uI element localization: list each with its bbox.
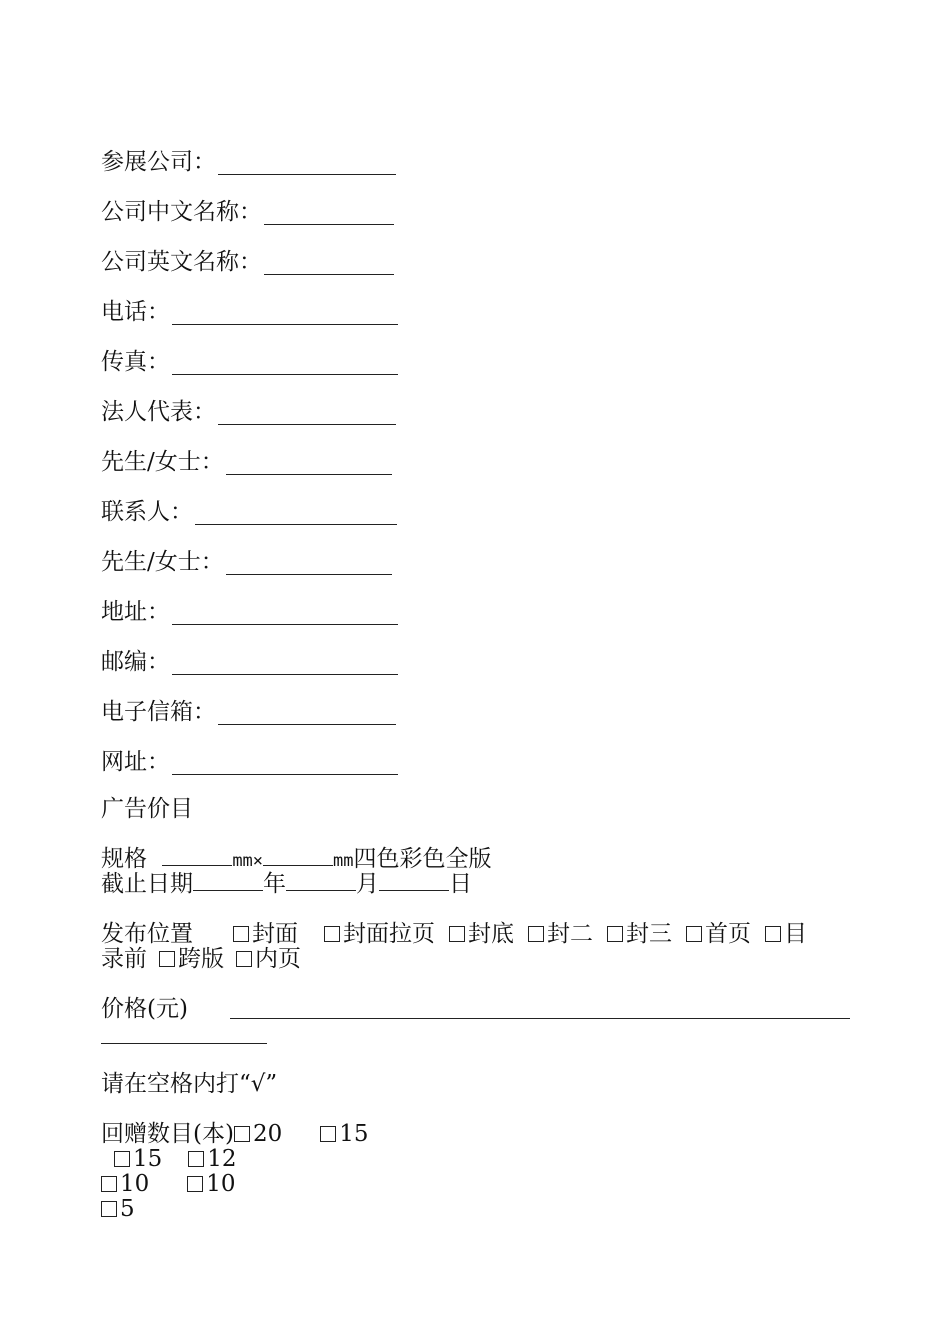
field-address[interactable] bbox=[101, 591, 398, 625]
gift-option[interactable]: 15 bbox=[114, 1146, 162, 1172]
field-label: 联系人： bbox=[101, 499, 193, 525]
price-blank-continued[interactable] bbox=[101, 1043, 267, 1044]
year-label: 年 bbox=[263, 871, 286, 897]
position-line-2 bbox=[101, 946, 301, 972]
gift-line-1 bbox=[101, 1121, 369, 1147]
field-phone[interactable] bbox=[101, 291, 398, 325]
input-line[interactable] bbox=[172, 754, 398, 775]
field-postcode[interactable] bbox=[101, 641, 398, 675]
field-label: 法人代表： bbox=[101, 399, 216, 425]
field-company-name-cn[interactable] bbox=[101, 191, 394, 225]
gift-option[interactable]: 10 bbox=[101, 1171, 149, 1197]
checkbox[interactable] bbox=[320, 1126, 336, 1142]
day-blank[interactable] bbox=[379, 871, 449, 891]
month-label: 月 bbox=[356, 871, 379, 897]
field-company-name-en[interactable] bbox=[101, 241, 394, 275]
field-label: 先生/女士： bbox=[101, 549, 224, 575]
field-label: 公司中文名称： bbox=[101, 199, 262, 225]
input-line[interactable] bbox=[226, 554, 392, 575]
year-blank[interactable] bbox=[193, 871, 263, 891]
field-website[interactable] bbox=[101, 741, 398, 775]
input-line[interactable] bbox=[172, 354, 398, 375]
section-title: 广告价目 bbox=[101, 796, 193, 822]
input-line[interactable] bbox=[264, 204, 394, 225]
checkbox[interactable] bbox=[188, 1151, 204, 1167]
spec-line bbox=[101, 846, 492, 874]
input-line[interactable] bbox=[264, 254, 394, 275]
checkbox[interactable] bbox=[686, 926, 702, 942]
checkbox[interactable] bbox=[234, 1126, 250, 1142]
field-contact-person[interactable] bbox=[101, 491, 397, 525]
option-back-cover[interactable]: 封底 bbox=[449, 921, 514, 947]
input-line[interactable] bbox=[172, 304, 398, 325]
field-label: 参展公司： bbox=[101, 149, 216, 175]
input-line[interactable] bbox=[172, 654, 398, 675]
price-blank[interactable] bbox=[230, 1018, 850, 1019]
day-label: 日 bbox=[449, 871, 472, 897]
price-line bbox=[101, 996, 188, 1022]
option-inner-page[interactable]: 内页 bbox=[236, 946, 301, 972]
checkbox[interactable] bbox=[233, 926, 249, 942]
deadline-line bbox=[101, 871, 472, 897]
field-label: 网址： bbox=[101, 749, 170, 775]
field-label: 先生/女士： bbox=[101, 449, 224, 475]
checkbox[interactable] bbox=[101, 1201, 117, 1217]
gift-line-2 bbox=[114, 1146, 237, 1172]
position-continued: 录前 bbox=[101, 946, 147, 972]
gift-option[interactable]: 12 bbox=[188, 1146, 236, 1172]
option-cover[interactable]: 封面 bbox=[233, 921, 298, 947]
month-blank[interactable] bbox=[286, 871, 356, 891]
input-line[interactable] bbox=[195, 504, 397, 525]
checkbox[interactable] bbox=[236, 951, 252, 967]
spec-label: 规格 bbox=[101, 846, 147, 872]
input-line[interactable] bbox=[218, 154, 396, 175]
deadline-label: 截止日期 bbox=[101, 871, 193, 897]
spec-unit: mm× bbox=[232, 851, 264, 871]
option-spread[interactable]: 跨版 bbox=[159, 946, 224, 972]
option-before-contents[interactable]: 目 bbox=[765, 921, 807, 947]
gift-label: 回赠数目(本) bbox=[101, 1121, 234, 1147]
spec-height-blank[interactable] bbox=[263, 846, 333, 866]
gift-option[interactable]: 10 bbox=[187, 1171, 235, 1197]
checkbox[interactable] bbox=[324, 926, 340, 942]
price-label: 价格(元) bbox=[101, 996, 188, 1022]
field-email[interactable] bbox=[101, 691, 396, 725]
position-line-1 bbox=[101, 921, 807, 947]
input-line[interactable] bbox=[172, 604, 398, 625]
field-label: 传真： bbox=[101, 349, 170, 375]
input-line[interactable] bbox=[218, 704, 396, 725]
gift-option[interactable]: 5 bbox=[101, 1196, 135, 1222]
input-line[interactable] bbox=[226, 454, 392, 475]
checkbox[interactable] bbox=[528, 926, 544, 942]
checkbox[interactable] bbox=[449, 926, 465, 942]
field-label: 电话： bbox=[101, 299, 170, 325]
gift-option[interactable]: 20 bbox=[234, 1121, 282, 1147]
spec-unit: mm bbox=[333, 851, 354, 871]
field-legal-representative[interactable] bbox=[101, 391, 396, 425]
field-title-2[interactable] bbox=[101, 541, 392, 575]
spec-width-blank[interactable] bbox=[162, 846, 232, 866]
field-fax[interactable] bbox=[101, 341, 398, 375]
checkbox[interactable] bbox=[765, 926, 781, 942]
option-first-page[interactable]: 首页 bbox=[686, 921, 751, 947]
field-exhibitor-company[interactable] bbox=[101, 141, 396, 175]
field-title-1[interactable] bbox=[101, 441, 392, 475]
gift-line-3 bbox=[101, 1171, 236, 1197]
position-label: 发布位置 bbox=[101, 921, 193, 947]
checkbox[interactable] bbox=[187, 1176, 203, 1192]
option-cover-foldout[interactable]: 封面拉页 bbox=[324, 921, 435, 947]
field-label: 邮编： bbox=[101, 649, 170, 675]
field-label: 电子信箱： bbox=[101, 699, 216, 725]
option-inside-front[interactable]: 封二 bbox=[528, 921, 593, 947]
spec-suffix: 四色彩色全版 bbox=[353, 846, 492, 872]
option-inside-back[interactable]: 封三 bbox=[607, 921, 672, 947]
checkbox[interactable] bbox=[607, 926, 623, 942]
checkbox[interactable] bbox=[101, 1176, 117, 1192]
gift-line-4 bbox=[101, 1196, 135, 1222]
instruction: 请在空格内打“√” bbox=[101, 1071, 278, 1097]
checkbox[interactable] bbox=[159, 951, 175, 967]
input-line[interactable] bbox=[218, 404, 396, 425]
checkbox[interactable] bbox=[114, 1151, 130, 1167]
field-label: 公司英文名称： bbox=[101, 249, 262, 275]
gift-option[interactable]: 15 bbox=[320, 1121, 368, 1147]
field-label: 地址： bbox=[101, 599, 170, 625]
